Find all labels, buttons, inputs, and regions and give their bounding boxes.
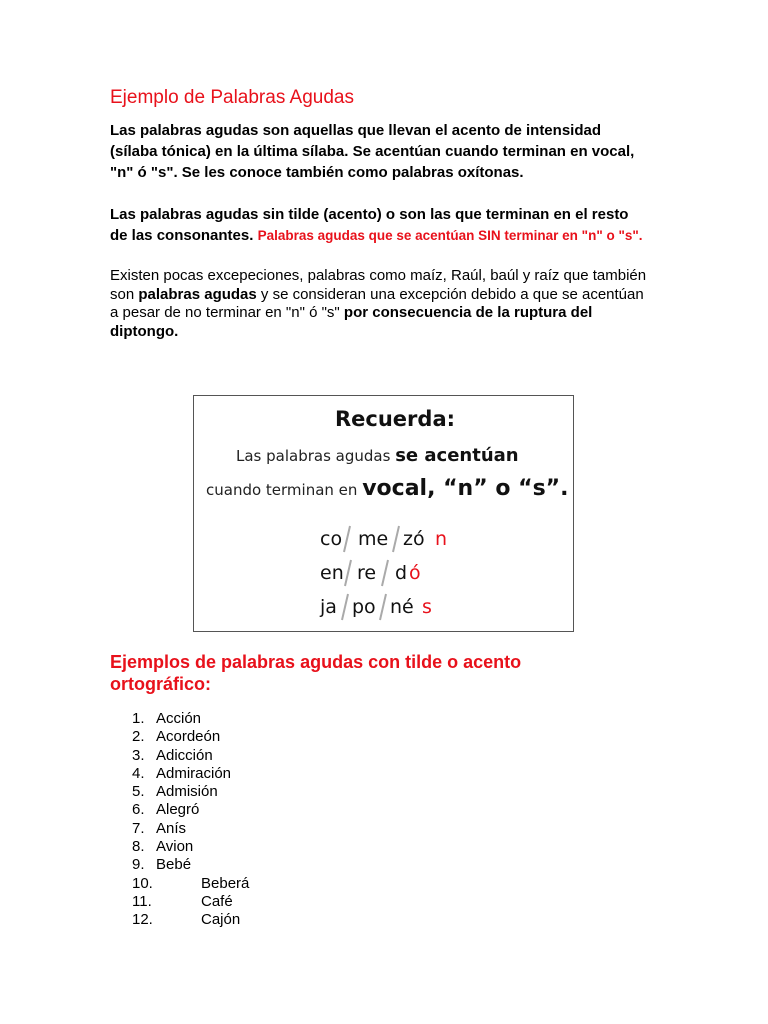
list-number: 2. <box>132 728 145 746</box>
syllable-zo: zó <box>403 528 425 550</box>
syllable-po: po <box>352 596 376 618</box>
second-paragraph-text: Las palabras agudas sin tilde (acento) o son las que terminan en el resto de las consonantes. <box>110 206 629 244</box>
recuerda-graphic <box>194 396 575 633</box>
list-word: Adicción <box>156 746 213 764</box>
page-title: Ejemplo de Palabras Agudas <box>110 87 354 108</box>
examples-subtitle: Ejemplos de palabras agudas con tilde o acento ortográfico: <box>110 652 522 694</box>
exceptions-paragraph <box>110 267 650 341</box>
syllable-divider <box>393 526 399 552</box>
exceptions-text-2: y se consideran una excepción debido a que se acentúan a pesar de no terminar en "n" ó "s" <box>110 285 644 321</box>
exceptions-bold-2: por consecuencia de la ruptura del diptongo. <box>110 304 593 340</box>
recuerda-heading: Recuerda: <box>335 407 456 431</box>
syllable-divider <box>380 594 386 620</box>
syllable-ja: ja <box>320 596 337 618</box>
recuerda-line1-bold: se acentúan <box>395 445 519 466</box>
syllable-divider <box>382 560 388 586</box>
list-word: Anís <box>156 819 187 837</box>
recuerda-line2 <box>206 476 569 501</box>
syllable-word-japones <box>319 594 432 620</box>
list-number: 10. <box>132 874 153 892</box>
syllable-word-enredo <box>320 560 421 586</box>
second-paragraph-highlight: Palabras agudas que se acentúan SIN terminar en "n" o "s". <box>257 228 643 243</box>
list-word: Avion <box>156 838 194 856</box>
recuerda-image <box>193 395 574 632</box>
intro-paragraph: Las palabras agudas son aquellas que llevan el acento de intensidad (sílaba tónica) en la última sílaba. Se acentúan cuando terminan en vocal, "n" ó "s". Se les conoce también como palabras oxítonas. <box>110 122 635 181</box>
syllable-me: me <box>358 528 389 550</box>
syllable-ne: né <box>390 596 414 618</box>
exceptions-text-1: Existen pocas excepeciones, palabras como maíz, Raúl, baúl y raíz que también son <box>110 267 647 303</box>
list-number: 3. <box>132 746 145 764</box>
syllable-divider <box>345 560 351 586</box>
list-word: Acción <box>156 710 202 727</box>
syllable-word-comezon <box>320 526 447 552</box>
list-number: 7. <box>132 819 145 837</box>
syllable-co: co <box>320 528 343 550</box>
list-word: Alegró <box>156 801 200 819</box>
document-body <box>110 86 650 359</box>
second-paragraph <box>110 204 650 246</box>
recuerda-line2-normal: cuando terminan en <box>206 481 363 499</box>
list-word: Café <box>201 892 233 910</box>
list-word: Acordeón <box>156 728 221 746</box>
list-number: 9. <box>132 856 145 874</box>
syllable-ending-s: s <box>422 596 432 618</box>
list-word: Admiración <box>156 764 232 782</box>
list-word: Cajón <box>201 911 241 929</box>
syllable-divider <box>342 594 348 620</box>
recuerda-line1-normal: Las palabras agudas <box>236 447 396 465</box>
syllable-d: d <box>395 562 408 584</box>
syllable-divider <box>344 526 350 552</box>
list-number: 4. <box>132 764 145 782</box>
list-number: 11. <box>132 892 152 910</box>
list-word: Beberá <box>201 874 250 892</box>
recuerda-line2-bold: vocal, “n” o “s”. <box>362 476 569 501</box>
list-word: Admisión <box>156 783 218 801</box>
list-number: 6. <box>132 801 145 819</box>
list-number: 1. <box>132 710 145 727</box>
list-number: 8. <box>132 838 145 856</box>
list-number: 5. <box>132 783 145 801</box>
recuerda-line1 <box>236 445 519 466</box>
syllable-ending-n: n <box>435 528 448 550</box>
syllable-ending-o: ó <box>409 562 421 584</box>
exceptions-bold-1: palabras agudas <box>138 285 257 303</box>
list-word: Bebé <box>156 856 192 874</box>
syllable-re: re <box>357 562 377 584</box>
syllable-en: en <box>320 562 344 584</box>
list-number: 12. <box>132 911 153 929</box>
